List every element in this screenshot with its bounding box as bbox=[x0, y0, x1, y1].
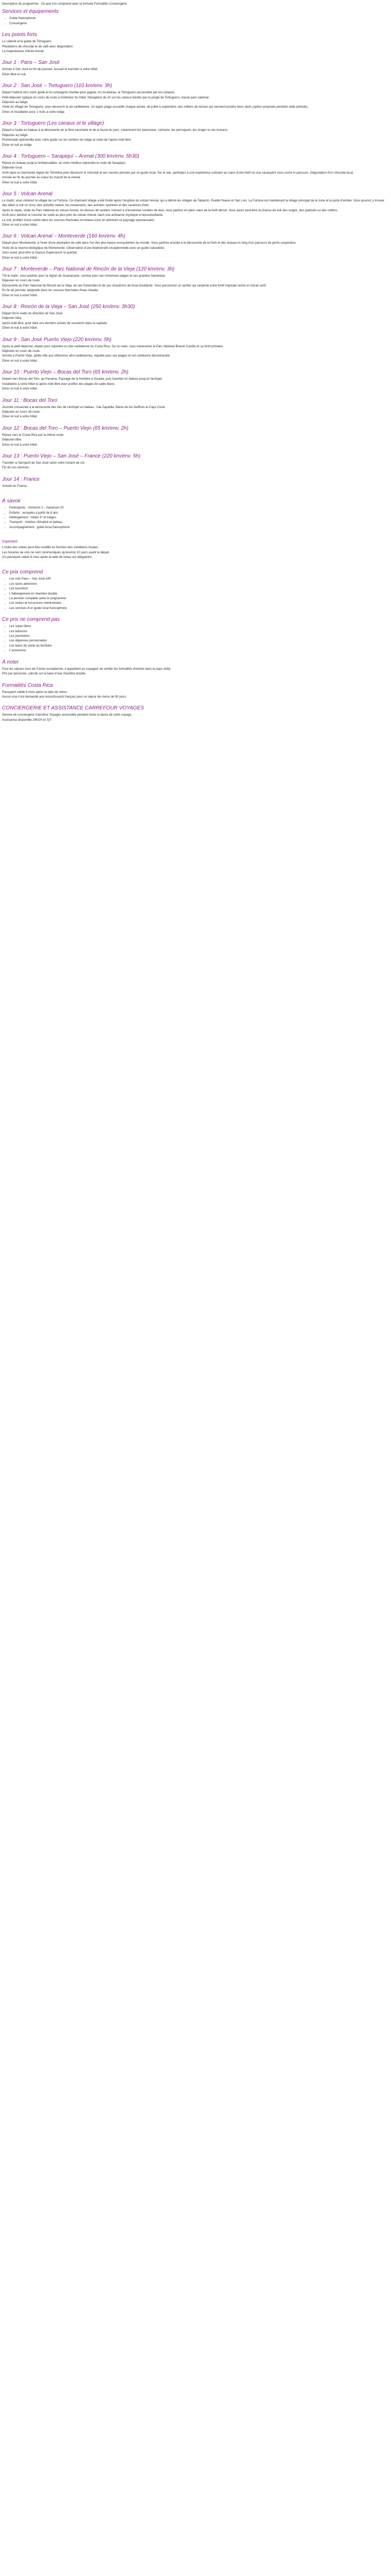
day-heading: Jour 8 : Rincón de la Vieja – San José (250 km/env. 3h30) bbox=[2, 304, 135, 310]
day-line: Dîner et nuit à votre hôtel. bbox=[2, 327, 38, 330]
day-line: Après le repas, visite du Parc National du volcan Arenal. Au-dessus de sentiers menant à d'anciennes coulées de lave, vous partirez en plein cœur de la forêt dense. Vous aurez peut-être la chance de voir des singes, des quetzals ou des colibris. bbox=[2, 209, 338, 212]
day-heading: Jour 3 : Tortuguero (Les canaux et le village) bbox=[2, 121, 104, 127]
day-line: Après le petit déjeuner, départ pour rejoindre la côte caribéenne du Costa Rica. Sur la route, vous traverserez le Parc National Braulio Carrillo et sa forêt primaire. bbox=[2, 345, 224, 348]
day-line: Fin de nos services. bbox=[2, 466, 30, 470]
important-line: Un passeport valide 6 mois après la date de retour est obligatoire. bbox=[2, 556, 93, 559]
note-line: Prix par personne, calculé sur la base d'une chambre double. bbox=[2, 672, 86, 676]
day-line: Départ matinal vers votre guide et la compagnie chartée pour gagner, en mi-bateau, la Tortuguero (accessible par les canaux). bbox=[2, 91, 175, 95]
day-line: Déjeuner en cours de route. bbox=[2, 279, 41, 283]
day-line: Retour en bateau jusqu'à l'embarcadère, où votre minibus reprendra la route de Sarapiquí. bbox=[2, 161, 126, 165]
day-line: Déjeuner en cours de route. bbox=[2, 350, 41, 353]
day-line: Dîner et nuit à votre hôtel. bbox=[2, 294, 38, 297]
day-line: Déjeuner au lodge. bbox=[2, 133, 28, 137]
day-heading: Jour 5 : Volcan Arenal bbox=[2, 191, 53, 197]
exclus-heading: Ce prix ne comprend pas bbox=[2, 617, 60, 623]
day-line: Arrêt pour admirer le coucher du soleil au plus près du volcan Arenal, dans une ambiance mystique et époustouflante. bbox=[2, 214, 164, 217]
avant-item: • Accompagnement : guide local francophone bbox=[9, 526, 388, 530]
day-heading: Jour 11 : Bocas del Toro bbox=[2, 397, 58, 403]
day-line: Après-midi libre, pour faire vos derniers achats de souvenirs dans la capitale. bbox=[2, 321, 108, 325]
exclus-item: • Les repas libres bbox=[9, 624, 388, 629]
inclus-item: • Les transferts bbox=[9, 587, 388, 591]
day-heading: Jour 12 : Bocas del Toro – Puerto Viejo (65 km/env. 2h) bbox=[2, 425, 128, 431]
day-line: Dîner et nuit à votre hôtel. bbox=[2, 181, 38, 184]
day-line: Arrivée à Puerto Viejo, petite ville aux influences afro-caribéennes, réputée pour ses plages et son ambiance décontractée. bbox=[2, 354, 171, 358]
note-heading: À noter bbox=[2, 659, 19, 665]
points-line: Le cabinet et le guide de Tortuguero bbox=[2, 40, 52, 44]
day-line: Dîner et nuit à votre hôtel. bbox=[2, 256, 38, 260]
avant-item: • Enfants : acceptés à partir de 8 ans bbox=[9, 511, 388, 516]
formalites-line: Passeport valide 6 mois après la date de retour. bbox=[2, 690, 68, 694]
day-heading: Jour 7 : Monteverde – Parc National de Rincón de la Vieja (120 km/env. 3h) bbox=[2, 266, 175, 272]
day-line: Dîner et installation pour 2 nuits à votre lodge. bbox=[2, 110, 66, 114]
exclus-item: • Les dépenses personnelles bbox=[9, 639, 388, 643]
day-line: Transfert à l'aéroport de San José selon votre horaire de vol. bbox=[2, 461, 86, 465]
important-line: L'ordre des visites peut être modifié en fonction des conditions locales. bbox=[2, 546, 99, 550]
day-line: Promenade optionnelle avec votre guide sur les sentiers du lodge et visite de l'après-midi libre. bbox=[2, 139, 132, 142]
important-heading: Important bbox=[2, 540, 18, 544]
program-intro: Description du programme : Ce que l'on comprend avec la formule Formalitès Conciergerie bbox=[2, 3, 127, 6]
inclus-item: • Les services d'un guide local francophone bbox=[9, 606, 388, 611]
inclus-list bbox=[2, 577, 388, 611]
concierge-lines bbox=[2, 713, 388, 723]
inclus-item: • Les taxes aériennes bbox=[9, 582, 388, 587]
formalites-line: Aucun visa n'est demandé aux ressortissants français pour un séjour de moins de 90 jours. bbox=[2, 695, 127, 699]
day-line: Journée consacrée à la découverte des îles de l'archipel en bateau : Isla Zapatilla, Bahía de los Delfines et Cayo Coral. bbox=[2, 405, 166, 409]
day-line: En fin de journée, baignade dans les sources thermales d'eau chaude. bbox=[2, 289, 99, 293]
inclus-item: • L'hébergement en chambre double bbox=[9, 592, 388, 597]
day-line: Déjeuner en cours de route. bbox=[2, 410, 41, 414]
points-line: La majestueuse Volcán Arenal bbox=[2, 50, 44, 54]
day-heading: Jour 14 : France bbox=[2, 476, 40, 482]
inclus-item: • Les vols Paris – San José A/R bbox=[9, 577, 388, 582]
day-line: Dîner et nuit à votre hôtel. bbox=[2, 443, 38, 447]
itinerary bbox=[2, 60, 388, 489]
day-line: Le matin, vous visiterez le village de La Fortuna. Ce charmant village a été fondé après l'éruption du volcan Arenal, qui a détruit les villages de Tabacón, Pueblo Nuevo et San Luis. La Fortuna est maintenant la village principal de la zone et la porte d'entrée. Vous pourrez y trouver des idées à voir ou vivre, des activités nature, les restaurants, des activités sportives et des vacances d'été. bbox=[2, 199, 385, 208]
services-list bbox=[2, 16, 388, 26]
day-line: Départ vers Bocas del Toro, au Panama. Passage de la frontière à Sixaola, puis transfert en bateau jusqu'à l'archipel. bbox=[2, 378, 163, 381]
avant-list bbox=[2, 506, 388, 530]
day-line: Départ tôt le matin en direction de San José. bbox=[2, 312, 63, 316]
services-item: • Conciergerie bbox=[9, 22, 388, 26]
day-line: Déjeuner libre. bbox=[2, 438, 23, 442]
avant-heading: À savoir bbox=[2, 498, 21, 504]
day-line: Découverte du Parc National de Rincón de la Vieja, de ses fumerolles et de ses chaudrons de boue bouillante. Vous parcourrez un sentier qui serpente entre forêt tropicale sèche et volcan actif. bbox=[2, 284, 267, 287]
day-line: Dîner et nuit au lodge. bbox=[2, 143, 33, 147]
day-line: Retour vers le Costa Rica par la même route. bbox=[2, 433, 64, 437]
exclus-item: • Les pourboires bbox=[9, 634, 388, 639]
exclus-item: • Les taxes de sortie du territoire bbox=[9, 644, 388, 649]
day-line: Visite du village de Tortuguero, pour découvrir la vie caribéenne. Un lagon plage accueillir chaque année, de juillet à septembre, des milliers de tortues qui viennent pondre leurs œufs (option proposée pendant cette période). bbox=[2, 106, 308, 109]
concierge-line: Service de conciergerie Carrefour Voyages accessible pendant toute la durée de votre voyage. bbox=[2, 714, 132, 717]
inclus-item: • Les visites et excursions mentionnées bbox=[9, 601, 388, 606]
day-line: Arrivée à San José en fin de journée. Accueil et transfert à votre hôtel. bbox=[2, 68, 99, 72]
day-line: Tôt le matin, vous partirez pour la région du Guanacaste, connue pour ses immenses plages et ses grandes haciendas. bbox=[2, 275, 166, 278]
day-line: Dîner et nuit à votre hôtel. bbox=[2, 387, 38, 391]
inclus-item: • La pension complète selon le programme bbox=[9, 597, 388, 601]
day-line: Arrêt dans la charmante région de Tirimbina pour découvrir le chocolat et ses secrets pressés par un guide local. Sur le site, participez à une expérience culinaire au cœur d'une forêt où une cacaoyère vous ouvre le parcours. Dégustation d'un chocolat local. bbox=[2, 171, 354, 175]
note-lines bbox=[2, 667, 388, 677]
day-line: Départ à l'aube en bateau à la découverte de la flore luxuriante et de la faune du parc, notamment les paresseux, caïmans, les perroquets, les singes ou les toucans. bbox=[2, 129, 229, 132]
day-line: Déjeuner libre. bbox=[2, 317, 23, 320]
services-item: • Guide francophone bbox=[9, 16, 388, 21]
important-lines bbox=[2, 546, 388, 560]
day-line: Déjeuner au lodge. bbox=[2, 101, 28, 105]
day-heading: Jour 6 : Volcan Arenal – Monteverde (160 km/env. 4h) bbox=[2, 233, 125, 240]
day-line: Installation à votre hôtel et après-midi libre pour profiter des plages de sable blanc. bbox=[2, 382, 116, 386]
day-line: Vous aurez peut-être la chance d'apercevoir le quetzal. bbox=[2, 251, 78, 255]
day-heading: Jour 9 : San José Puerto Viejo (220 km/env. 5h) bbox=[2, 336, 111, 343]
day-heading: Jour 13 : Puerto Viejo – San José – France (220 km/env. 5h) bbox=[2, 453, 141, 459]
day-line: Arrivée en fin de journée au coeur du massif de la Arenal. bbox=[2, 176, 81, 180]
day-line: Déjeuner local. bbox=[2, 166, 23, 170]
day-line: Dîner libre et nuit. bbox=[2, 73, 27, 76]
day-line: Visite de la réserve biologique de Monteverde. Observation d'une biodiversité exceptionnelle avec un guide naturaliste. bbox=[2, 246, 165, 250]
day-heading: Jour 10 : Puerto Viejo – Bocas del Toro (65 km/env. 2h) bbox=[2, 369, 128, 376]
exclus-item: • L'assurance bbox=[9, 649, 388, 653]
important-line: Les horaires de vols ne sont communiqués qu'environ 10 jours avant le départ. bbox=[2, 551, 110, 554]
exclus-item: • Les boissons bbox=[9, 630, 388, 634]
inclus-heading: Ce prix comprend bbox=[2, 569, 43, 575]
day-heading: Jour 1 : Paris – San José bbox=[2, 60, 60, 66]
avant-item: • Hébergement : hôtels 3* et lodges bbox=[9, 516, 388, 520]
avant-item: • Participants : minimum 2 - maximum 20 bbox=[9, 506, 388, 511]
formalites-lines bbox=[2, 690, 388, 700]
avant-item: • Transport : minibus climatisé et bateau bbox=[9, 520, 388, 525]
concierge-heading: CONCIERGERIE ET ASSISTANCE CARREFOUR VOYAGES bbox=[2, 705, 144, 711]
day-line: Départ pour Monteverde, à l'orée d'une plantation de café dans l'un des plus beaux écosystèmes du monde. Vous partirez ensuite à la découverte de la forêt et des oiseaux le long d'un parcours de ponts suspendus. bbox=[2, 242, 297, 245]
page-content bbox=[0, 0, 391, 723]
day-line: Dîner et nuit à votre hôtel. bbox=[2, 223, 38, 227]
points-heading: Les points forts bbox=[2, 32, 37, 38]
day-heading: Jour 2 : San José – Tortuguero (110 km/env. 3h) bbox=[2, 83, 112, 89]
note-line: Pour les séjours hors de l'Union européenne, il appartient au voyageur de vérifier les formalités d'entrée dans le pays visité. bbox=[2, 667, 171, 671]
day-heading: Jour 4 : Tortuguero – Sarapiquí – Arenal (300 km/env. 5h30) bbox=[2, 153, 139, 159]
services-heading: Services et équipements bbox=[2, 9, 59, 15]
exclus-list bbox=[2, 624, 388, 653]
day-line: Dîner et nuit à votre hôtel. bbox=[2, 359, 38, 363]
formalites-heading: Formalités Costa Rica bbox=[2, 682, 53, 688]
points-line: Plantations de chocolat et de café avec dégustation bbox=[2, 45, 73, 48]
day-line: Arrivée en France. bbox=[2, 484, 28, 488]
day-line: Le soir, profitez d'une soirée dans les sources thermales et relaxez-vous en admirant ce paysage spectaculaire. bbox=[2, 218, 155, 222]
concierge-line: Assistance disponible 24h/24 et 7j/7. bbox=[2, 718, 53, 722]
day-line: Dîner et nuit à votre hôtel. bbox=[2, 415, 38, 419]
day-line: Petit-déjeuner typique en cours de route à l'extérieur du hôtel. Navigation de 1h sur les canaux bordés par la jungle de Tortuguero, classé parc national. bbox=[2, 96, 209, 99]
